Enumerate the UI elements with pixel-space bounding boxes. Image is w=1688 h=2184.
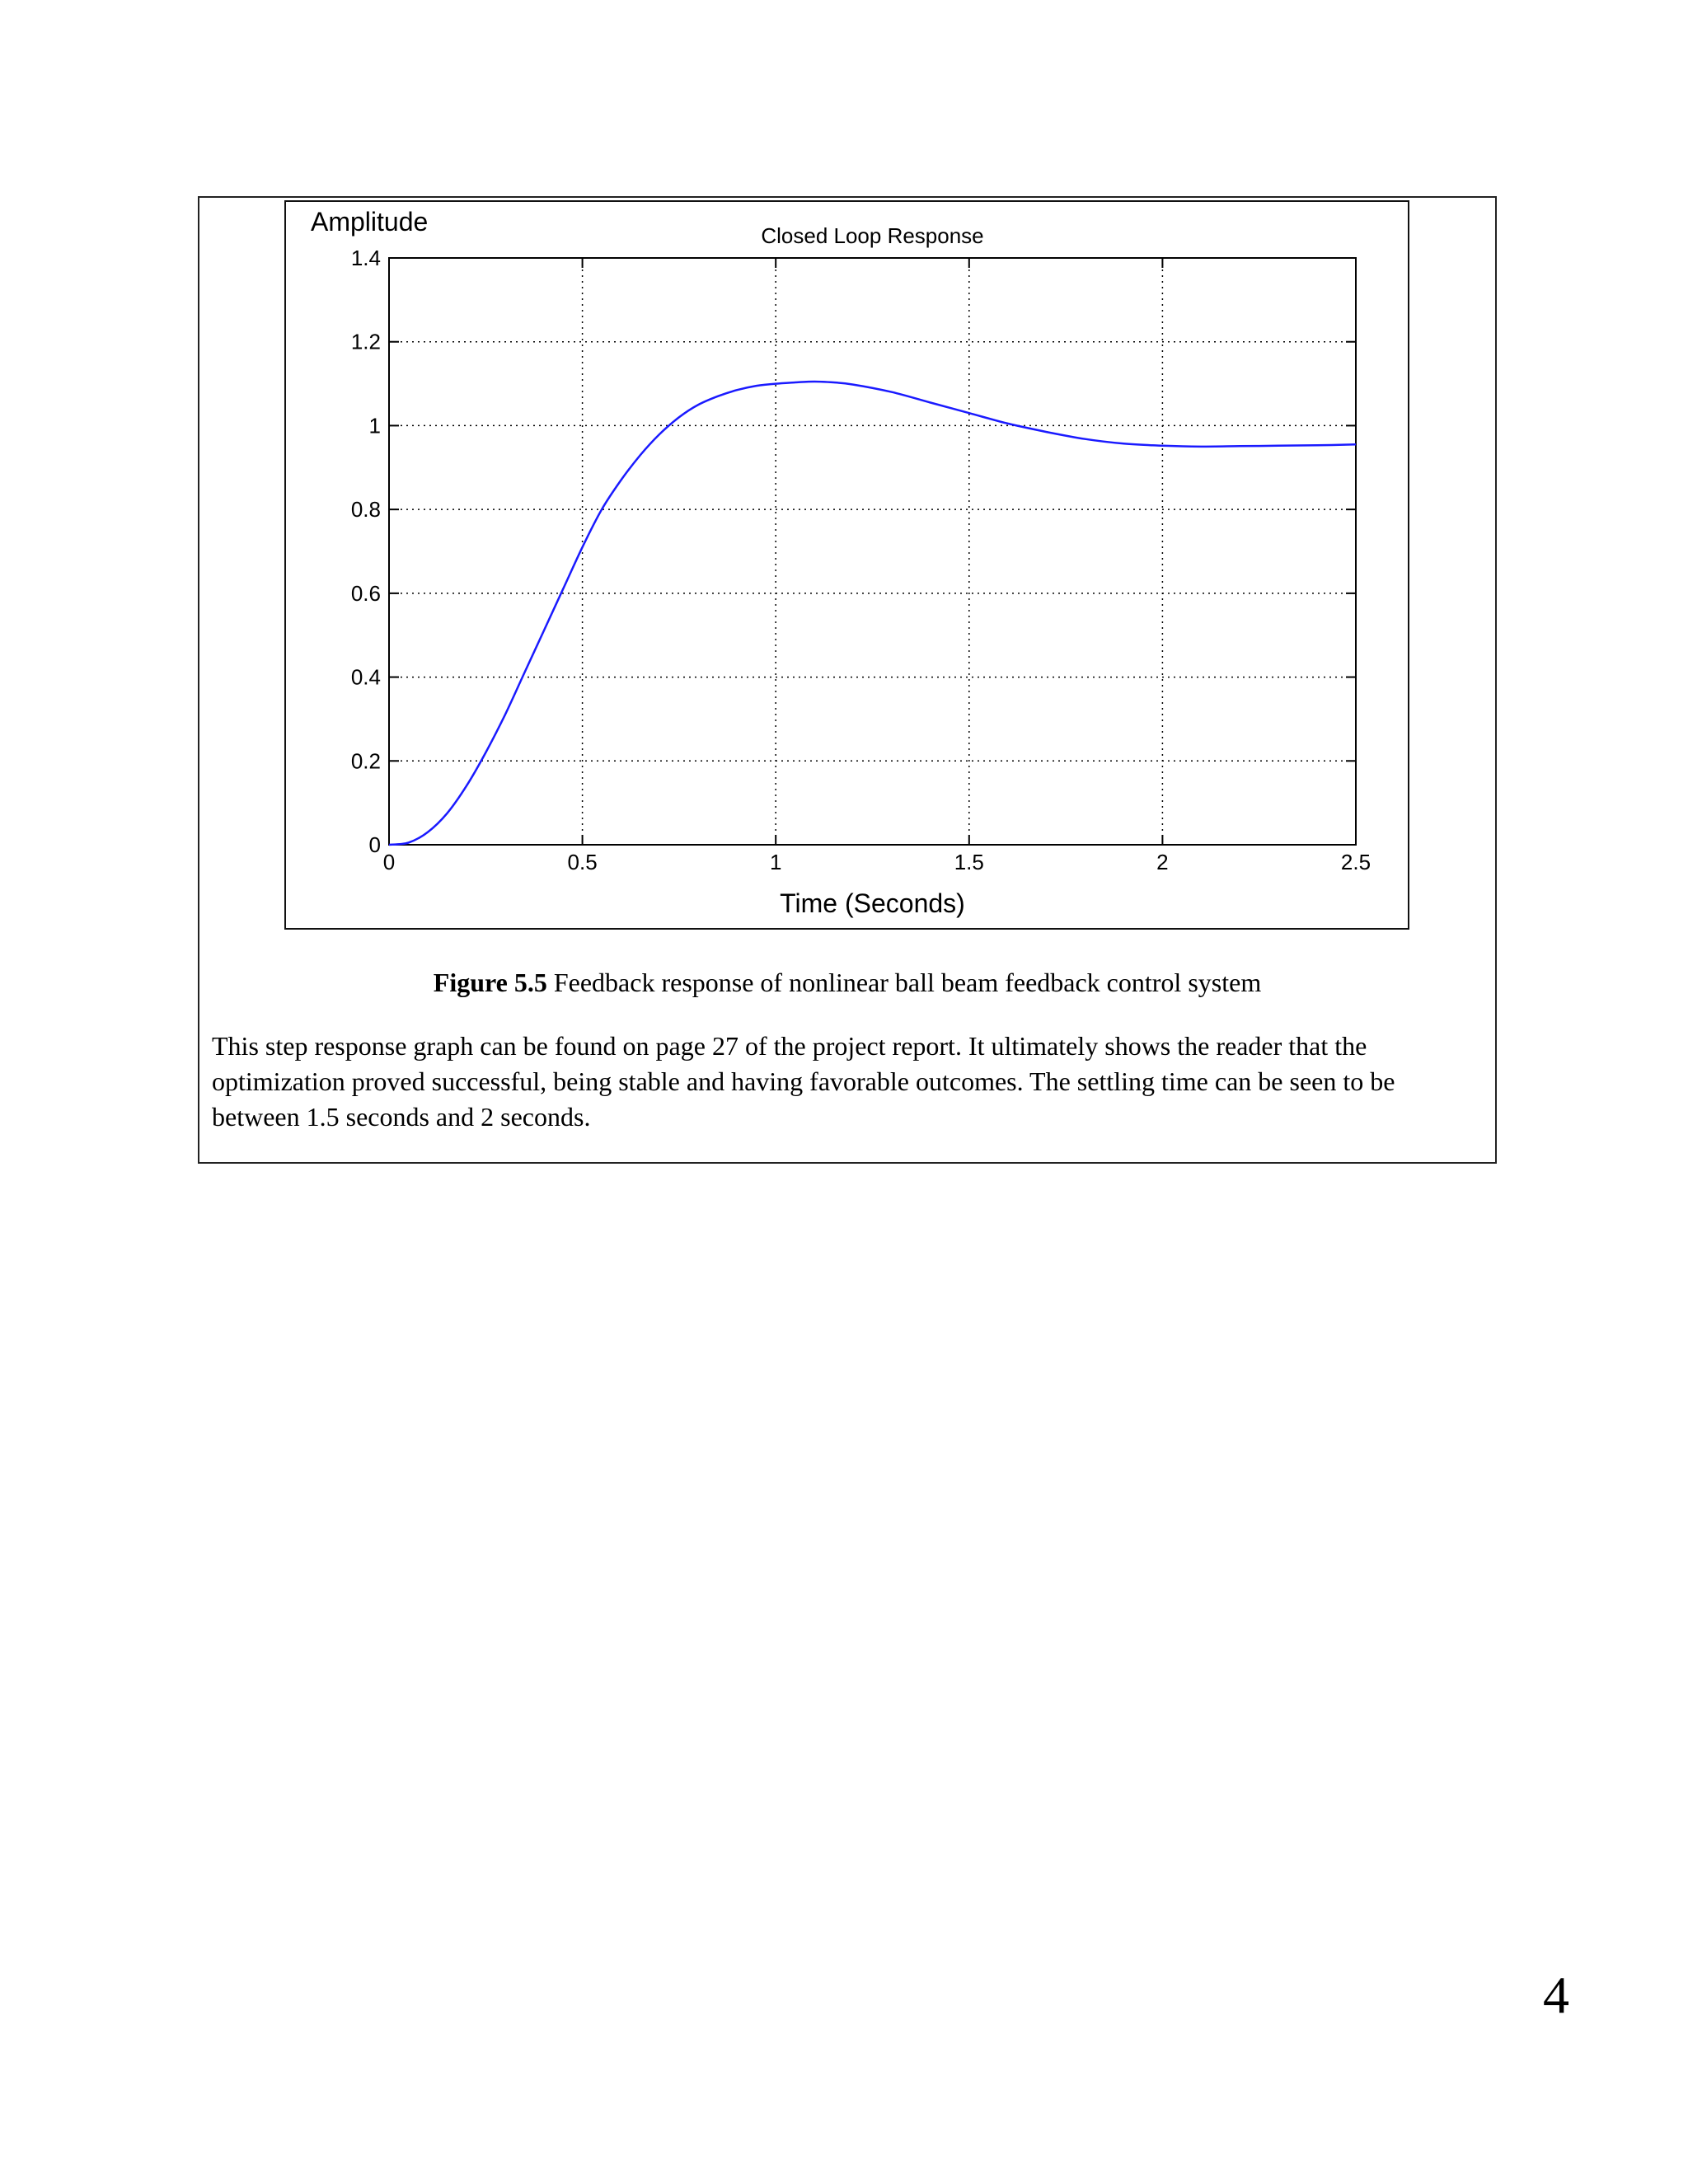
figure-caption-text: Feedback response of nonlinear ball beam feedback control system bbox=[546, 968, 1262, 997]
y-tick-label: 1.4 bbox=[350, 246, 381, 270]
y-tick-label: 0.8 bbox=[350, 497, 381, 523]
series-line-response bbox=[389, 382, 1356, 845]
y-tick-label: 0.2 bbox=[350, 748, 381, 774]
y-axis-label: Amplitude bbox=[311, 207, 429, 237]
x-tick-label: 1.5 bbox=[954, 850, 984, 874]
chart-title: Closed Loop Response bbox=[761, 223, 984, 248]
page-number: 4 bbox=[1543, 1966, 1569, 2024]
x-tick-label: 0 bbox=[382, 850, 396, 874]
figure-caption bbox=[198, 966, 1497, 999]
plot-area-frame bbox=[389, 258, 1356, 845]
figure-label: Figure 5.5 bbox=[433, 968, 547, 997]
x-axis-label: Time (Seconds) bbox=[780, 888, 965, 918]
closed-loop-response-chart bbox=[286, 202, 1411, 931]
y-tick-label: 0.6 bbox=[350, 580, 381, 606]
x-tick-label: 1 bbox=[769, 850, 782, 874]
grid-lines bbox=[389, 258, 1356, 845]
figure-chart bbox=[284, 200, 1409, 930]
y-tick-label: 0 bbox=[368, 832, 381, 857]
axis-ticks bbox=[351, 246, 1371, 874]
body-paragraph: This step response graph can be found on page 27 of the project report. It ultimately shows the reader that the optimization proved successful, being stable and having favorable outcomes. The settling time can be seen to be between 1.5 seconds and 2 seconds. bbox=[212, 1031, 1395, 1132]
y-tick-label: 1 bbox=[368, 413, 381, 438]
y-tick-label: 0.4 bbox=[350, 664, 381, 690]
x-tick-label: 2.5 bbox=[1340, 850, 1372, 874]
x-tick-label: 2 bbox=[1156, 850, 1169, 874]
x-tick-label: 0.5 bbox=[567, 850, 598, 874]
y-tick-label: 1.2 bbox=[350, 329, 381, 354]
